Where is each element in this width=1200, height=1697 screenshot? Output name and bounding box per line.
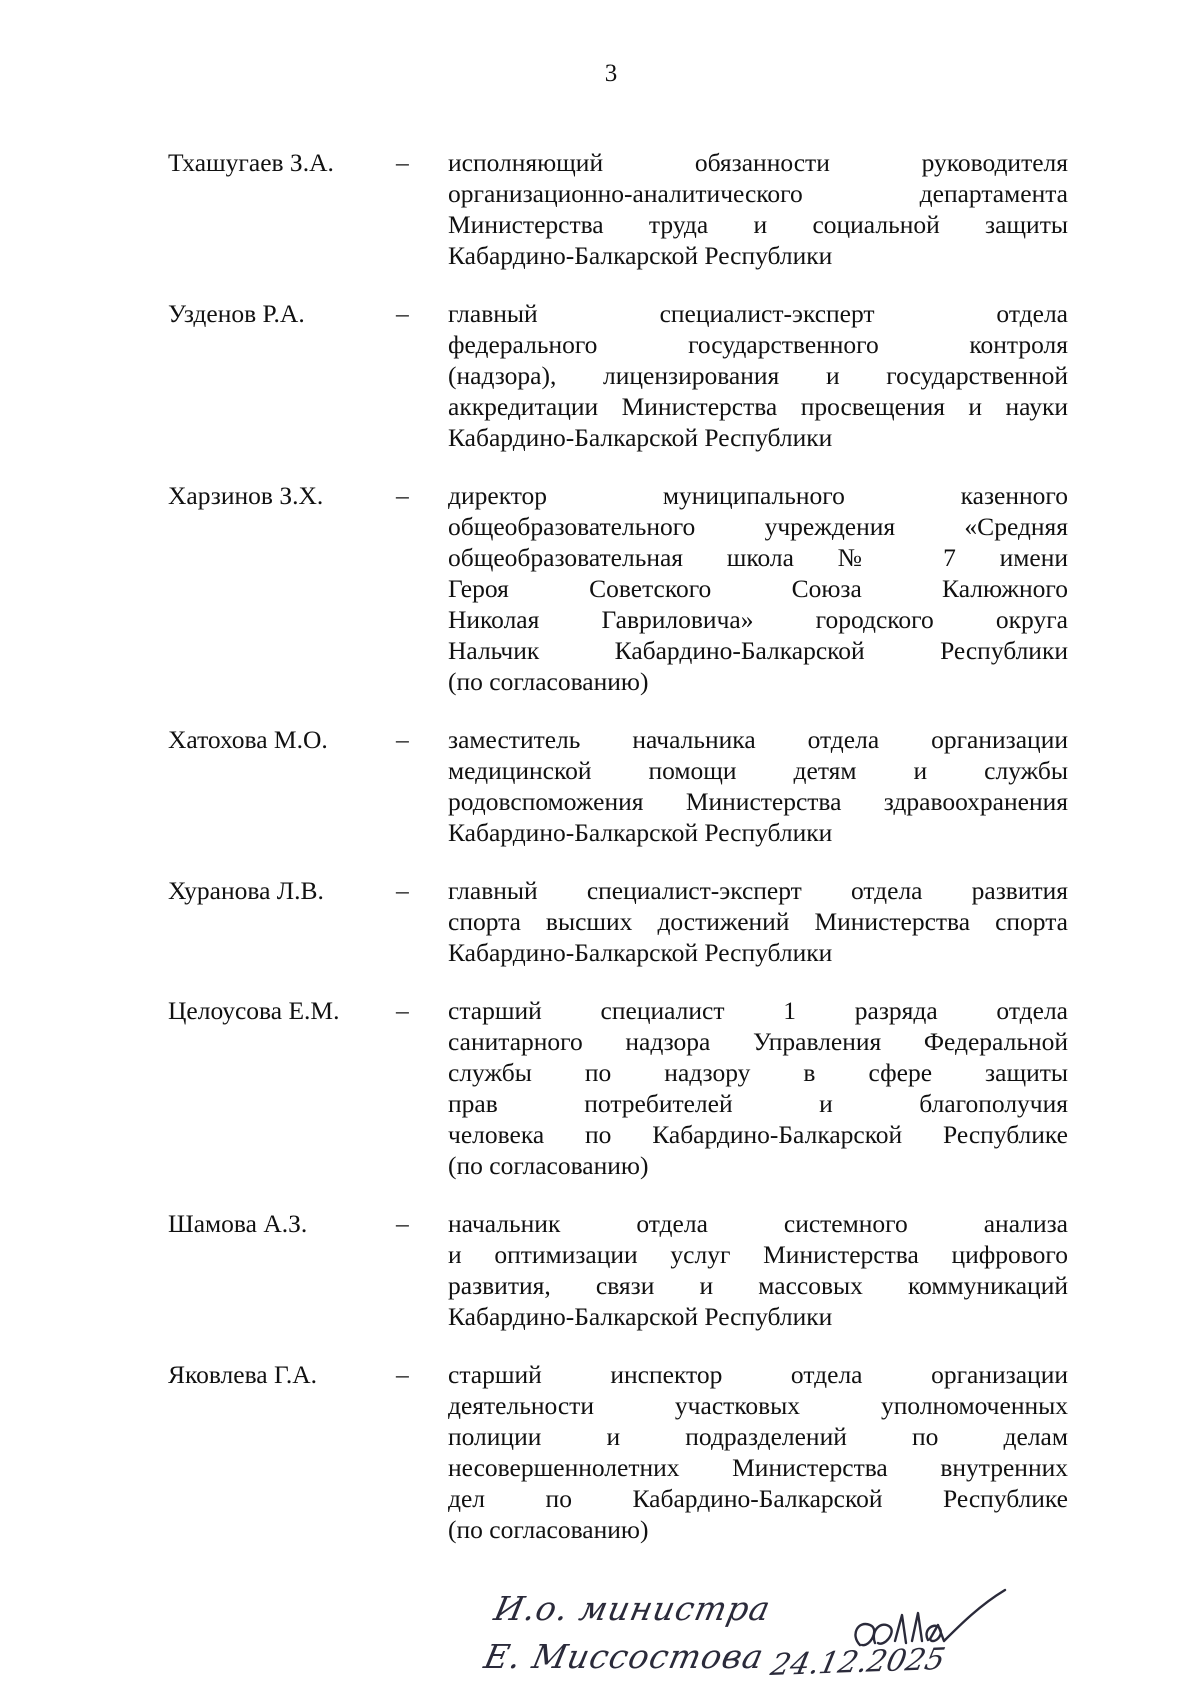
member-position bbox=[448, 1359, 1068, 1545]
position-line: Героя Советского Союза Калюжного bbox=[448, 574, 1068, 603]
position-line: Николая Гавриловича» городского округа bbox=[448, 605, 1068, 634]
member-name: Яковлева Г.А. bbox=[168, 1360, 318, 1389]
position-line: родовспоможения Министерства здравоохранения bbox=[448, 787, 1068, 816]
position-line: общеобразовательного учреждения «Средняя bbox=[448, 512, 1068, 541]
position-line: старший инспектор отдела организации bbox=[448, 1360, 1068, 1389]
position-line: исполняющий обязанности руководителя bbox=[448, 148, 1068, 177]
position-line: Нальчик Кабардино-Балкарской Республики bbox=[448, 636, 1068, 665]
position-line: общеобразовательная школа № 7 имени bbox=[448, 543, 1068, 572]
position-line: дел по Кабардино-Балкарской Республике bbox=[448, 1484, 1068, 1513]
handwritten-signature-icon bbox=[840, 1585, 1020, 1665]
position-line: (по согласованию) bbox=[448, 1151, 649, 1180]
position-line: развития, связи и массовых коммуникаций bbox=[448, 1271, 1068, 1300]
position-line: спорта высших достижений Министерства спорта bbox=[448, 907, 1068, 936]
member-name: Тхашугаев З.А. bbox=[168, 148, 334, 177]
position-line: главный специалист-эксперт отдела bbox=[448, 299, 1068, 328]
member-position bbox=[448, 298, 1068, 453]
position-line: полиции и подразделений по делам bbox=[448, 1422, 1068, 1451]
member-entry bbox=[168, 875, 1068, 968]
member-dash: – bbox=[396, 996, 409, 1025]
member-name: Узденов Р.А. bbox=[168, 299, 305, 328]
member-position bbox=[448, 995, 1068, 1181]
member-dash: – bbox=[396, 1360, 409, 1389]
position-line: несовершеннолетних Министерства внутренних bbox=[448, 1453, 1068, 1482]
signature-date: 24.12.2025 bbox=[767, 1642, 949, 1683]
position-line: главный специалист-эксперт отдела развития bbox=[448, 876, 1068, 905]
member-position bbox=[448, 147, 1068, 271]
position-line: заместитель начальника отдела организации bbox=[448, 725, 1068, 754]
member-dash: – bbox=[396, 481, 409, 510]
member-position bbox=[448, 875, 1068, 968]
member-name: Хатохова М.О. bbox=[168, 725, 328, 754]
position-line: старший специалист 1 разряда отдела bbox=[448, 996, 1068, 1025]
member-position bbox=[448, 480, 1068, 697]
member-entry bbox=[168, 480, 1068, 697]
position-line: и оптимизации услуг Министерства цифрового bbox=[448, 1240, 1068, 1269]
member-name: Шамова А.З. bbox=[168, 1209, 308, 1238]
position-line: начальник отдела системного анализа bbox=[448, 1209, 1068, 1238]
position-line: федерального государственного контроля bbox=[448, 330, 1068, 359]
position-line: Кабардино-Балкарской Республики bbox=[448, 241, 833, 270]
signature-note bbox=[480, 1585, 790, 1695]
member-dash: – bbox=[396, 876, 409, 905]
position-line: (надзора), лицензирования и государственной bbox=[448, 361, 1068, 390]
member-name: Целоусова Е.М. bbox=[168, 996, 340, 1025]
page-number: 3 bbox=[604, 60, 618, 87]
position-line: организационно-аналитического департамента bbox=[448, 179, 1068, 208]
position-line: человека по Кабардино-Балкарской Республике bbox=[448, 1120, 1068, 1149]
member-entry bbox=[168, 724, 1068, 848]
position-line: директор муниципального казенного bbox=[448, 481, 1068, 510]
member-dash: – bbox=[396, 148, 409, 177]
signature-block bbox=[480, 1585, 1080, 1695]
member-entry bbox=[168, 1359, 1068, 1545]
position-line: службы по надзору в сфере защиты bbox=[448, 1058, 1068, 1087]
member-entry bbox=[168, 1208, 1068, 1332]
position-line: аккредитации Министерства просвещения и науки bbox=[448, 392, 1068, 421]
signature-note-title: И.о. министра bbox=[490, 1589, 775, 1628]
member-position bbox=[448, 724, 1068, 848]
member-entry bbox=[168, 298, 1068, 453]
position-line: санитарного надзора Управления Федеральной bbox=[448, 1027, 1068, 1056]
member-position bbox=[448, 1208, 1068, 1332]
position-line: прав потребителей и благополучия bbox=[448, 1089, 1068, 1118]
member-dash: – bbox=[396, 1209, 409, 1238]
members-list bbox=[168, 147, 1068, 1572]
position-line: Кабардино-Балкарской Республики bbox=[448, 818, 833, 847]
position-line: медицинской помощи детям и службы bbox=[448, 756, 1068, 785]
position-line: Кабардино-Балкарской Республики bbox=[448, 1302, 833, 1331]
member-entry bbox=[168, 995, 1068, 1181]
member-name: Харзинов З.Х. bbox=[168, 481, 324, 510]
member-dash: – bbox=[396, 725, 409, 754]
member-dash: – bbox=[396, 299, 409, 328]
position-line: деятельности участковых уполномоченных bbox=[448, 1391, 1068, 1420]
signature-note-name: Е. Миссостова bbox=[480, 1637, 768, 1676]
member-entry bbox=[168, 147, 1068, 271]
position-line: Кабардино-Балкарской Республики bbox=[448, 938, 833, 967]
position-line: Министерства труда и социальной защиты bbox=[448, 210, 1068, 239]
position-line: (по согласованию) bbox=[448, 1515, 649, 1544]
position-line: (по согласованию) bbox=[448, 667, 649, 696]
member-name: Хуранова Л.В. bbox=[168, 876, 324, 905]
position-line: Кабардино-Балкарской Республики bbox=[448, 423, 833, 452]
